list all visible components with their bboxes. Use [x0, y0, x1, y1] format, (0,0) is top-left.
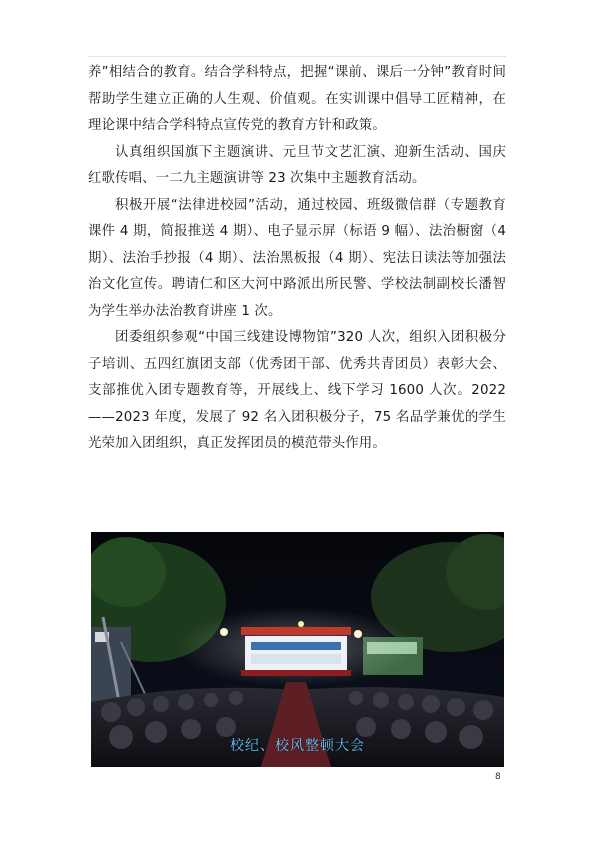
paragraph-2: 认真组织国旗下主题演讲、元旦节文艺汇演、迎新生活动、国庆红歌传唱、一二九主题演讲等 23 次集中主题教育活动。 [88, 144, 506, 186]
assembly-photo [91, 532, 504, 767]
photo-caption: 校纪、校风整顿大会 [230, 738, 365, 754]
paragraph-1: 养”相结合的教育。结合学科特点，把握“课前、课后一分钟”教育时间帮助学生建立正确的人生观、价值观。在实训课中倡导工匠精神，在理论课中结合学科特点宣传党的教育方针和政策。 [88, 65, 506, 133]
paragraph-3: 积极开展“法律进校园”活动，通过校园、班级微信群（专题教育课件 4 期，简报推送 4 期）、电子显示屏（标语 9 幅）、法治橱窗（4期）、法治手抄报（4 期）、法治黑板报（4 期）、宪法日读法等加强法治文化宣传。聘请仁和区大河中路派出所民警、学校法制副校长潘智为学生举办法治教育讲座 1 次。 [88, 197, 506, 319]
header-divider [88, 56, 506, 57]
page-number: 8 [495, 772, 501, 782]
assembly-photo-illustration [91, 532, 504, 767]
paragraph-4: 团委组织参观“中国三线建设博物馆”320 人次，组织入团积极分子培训、五四红旗团支部（优秀团干部、优秀共青团员）表彰大会、支部推优入团专题教育等，开展线上、线下学习 1600 人次。2022——2023 年度，发展了 92 名入团积极分子，75 名品学兼优的学生光荣加入团组织，真正发挥团员的模范带头作用。 [88, 330, 506, 451]
document-body [88, 60, 506, 458]
